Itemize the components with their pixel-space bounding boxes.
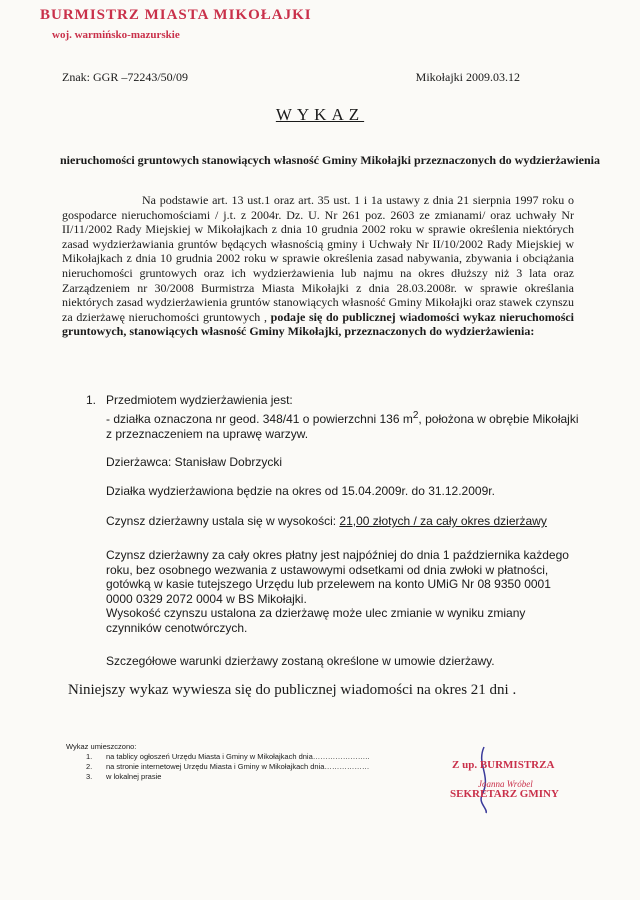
handwritten-signature: Joanna Wróbel bbox=[478, 779, 533, 789]
item-heading bbox=[86, 393, 293, 407]
lease-period: Działka wydzierżawiona będzie na okres od 15.04.2009r. do 31.12.2009r. bbox=[106, 484, 495, 498]
deputy-stamp-top: Z up. BURMISTRZA bbox=[452, 759, 555, 771]
rent-value: 21,00 złotych / za cały okres dzierżawy bbox=[339, 514, 547, 528]
mayor-stamp-region: woj. warmińsko-mazurskie bbox=[52, 29, 180, 41]
secretary-stamp: SEKRETARZ GMINY bbox=[450, 788, 559, 800]
parcel-area-unit-sup: 2 bbox=[412, 410, 419, 421]
place-date: Mikołajki 2009.03.12 bbox=[415, 70, 520, 84]
reference-number: Znak: GGR –72243/50/09 bbox=[62, 70, 188, 84]
intro-text: Na podstawie art. 13 ust.1 oraz art. 35 ust. 1 i 1a ustawy z dnia 21 sierpnia 1997 roku o gospodarce nieruchomościami / j.t. z 2004r. Dz. U. Nr 261 poz. 2603 ze zmianami/ oraz uchwały Nr II/11/2002 Rady Miejskiej w Mikołajkach z dnia 10 grudnia 2002 roku w sprawie określenia niektórych zasad wydzierżawiania gruntów będących własnością gminy i Uchwały Nr II/10/2002 Rady Miejskiej w Mikołajkach z dnia 10 grudnia 2002 roku w sprawie określenia zasad nabywania, zbywania i obciążania nieruchomości gruntowych oraz ich wydzierżawienia lub najmu na okres dłuższy niż 3 lata oraz Zarządzeniem nr 30/2008 Burmistrza Miasta Mikołajki z dnia 28.03.2008r. w sprawie określania niektórych zasad wydzierżawienia gruntów stanowiących własność Gminy Mikołajki oraz stawek czynszu za dzierżawę nieruchomości gruntowych , bbox=[62, 193, 574, 324]
public-notice: Niniejszy wykaz wywiesza się do publicznej wiadomości na okres 21 dni . bbox=[68, 682, 517, 698]
payment-terms bbox=[106, 548, 576, 635]
tenant: Dzierżawca: Stanisław Dobrzycki bbox=[106, 455, 283, 469]
rent-change-text: Wysokość czynszu ustalona za dzierżawę może ulec zmianie w wyniku zmiany czynników cenotwórczych. bbox=[106, 606, 526, 635]
posted-list bbox=[86, 752, 369, 782]
item-number: 1. bbox=[86, 393, 97, 407]
lease-terms-note: Szczegółowe warunki dzierżawy zostaną określone w umowie dzierżawy. bbox=[106, 654, 495, 668]
list-item: 3. w lokalnej prasie bbox=[86, 772, 162, 781]
mayor-stamp-title: BURMISTRZ MIASTA MIKOŁAJKI bbox=[40, 7, 312, 23]
list-item: 1. na tablicy ogłoszeń Urzędu Miasta i Gminy w Mikołajkach dnia………………….. bbox=[86, 752, 370, 761]
parcel-text-end: , położona w obrębie Mikołajki z przeznaczeniem na uprawę warzyw. bbox=[106, 412, 579, 441]
rent-label: Czynsz dzierżawny ustala się w wysokości: bbox=[106, 514, 340, 528]
parcel-description bbox=[106, 408, 586, 442]
list-item: 2. na stronie internetowej Urzędu Miasta i Gminy w Mikołajkach dnia……………… bbox=[86, 762, 370, 771]
rent-amount bbox=[106, 514, 547, 528]
parcel-text: - działka oznaczona nr geod. 348/41 o powierzchni 136 m bbox=[106, 412, 413, 426]
posted-label: Wykaz umieszczono: bbox=[66, 742, 137, 751]
payment-text: Czynsz dzierżawny za cały okres płatny jest najpóźniej do dnia 1 października każdego roku, bez osobnego wezwania z ustawowymi odsetkami od dnia zwłoki w płatności, gotówką w kasie tutejszego Urzędu lub przelewem na konto UMiG Nr 08 9350 0001 0000 0329 2072 0004 w BS Mikołajki. bbox=[106, 548, 569, 606]
document-title: WYKAZ bbox=[275, 105, 365, 124]
intro-bold-text: podaje się do publicznej wiadomości wykaz nieruchomości gruntowych, stanowiących własność Gminy Mikołajki, przeznaczonych do wydzierżawienia: bbox=[62, 309, 575, 339]
item-heading-text: Przedmiotem wydzierżawienia jest: bbox=[106, 393, 293, 407]
document-subtitle: nieruchomości gruntowych stanowiących własność Gminy Mikołajki przeznaczonych do wydzierżawienia bbox=[60, 153, 600, 167]
intro-paragraph bbox=[62, 193, 574, 339]
